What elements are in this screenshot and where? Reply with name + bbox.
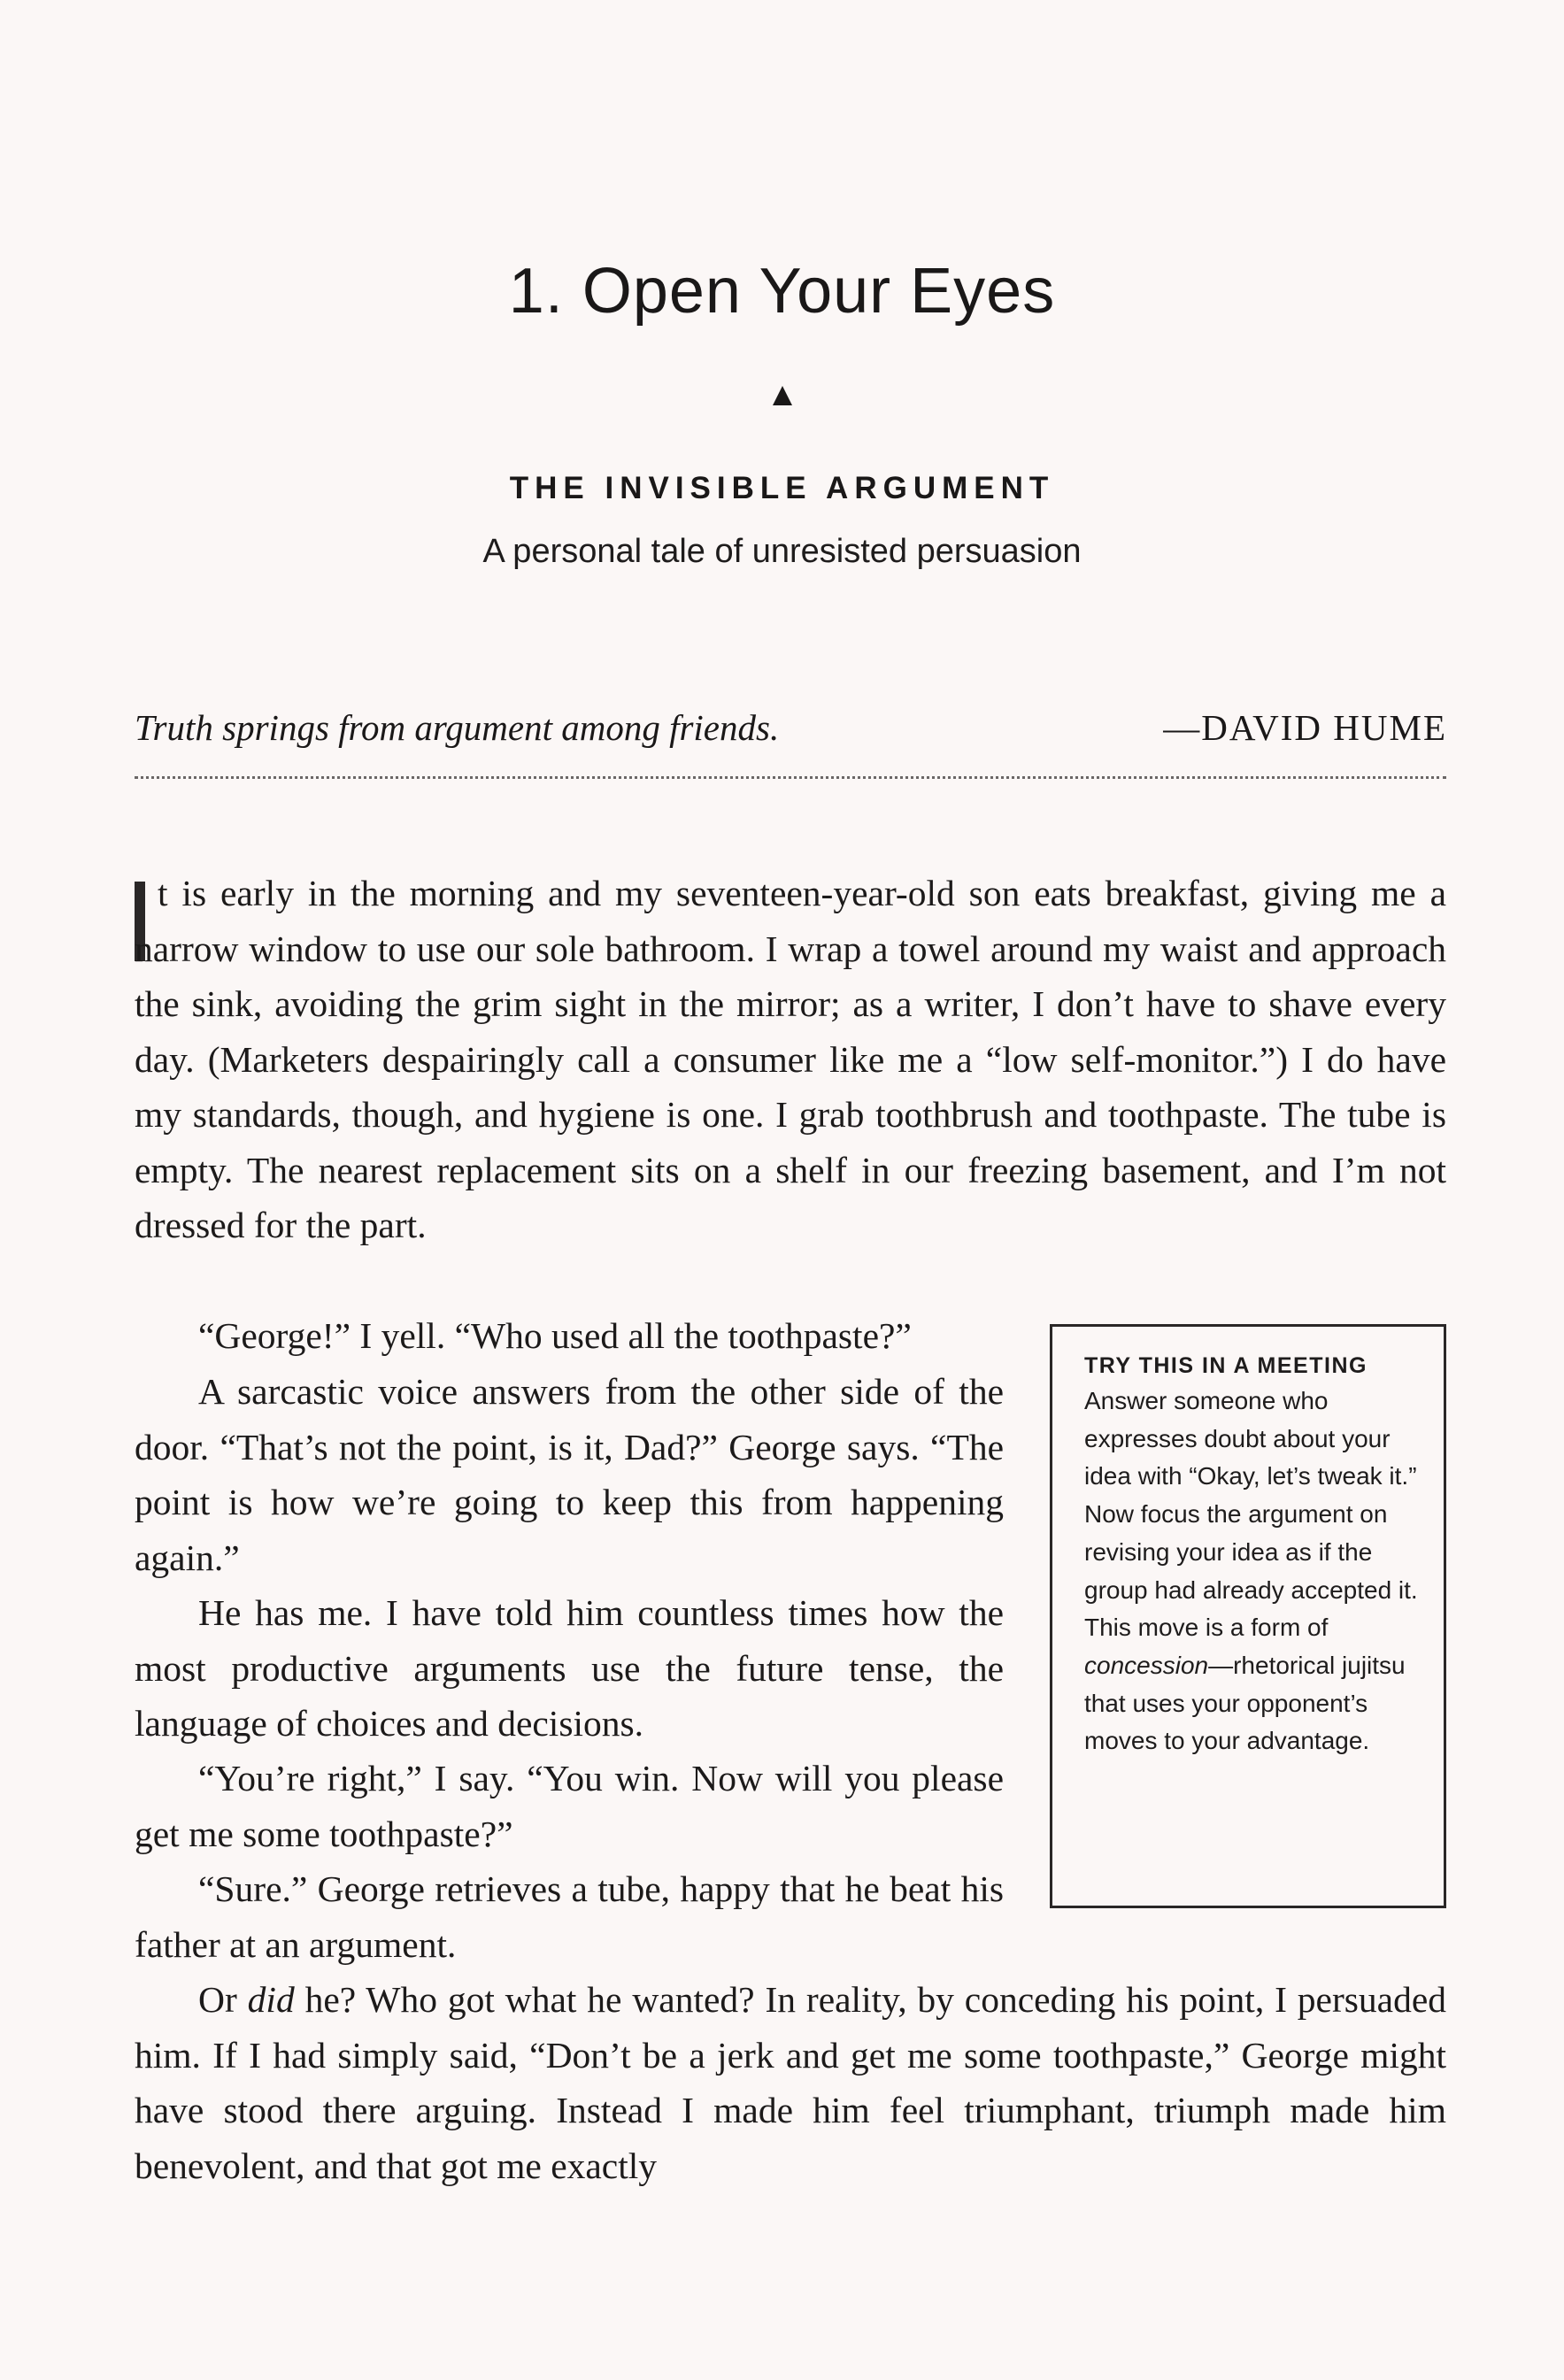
paragraph-1: t is early in the morning and my seventeen-year-old son eats breakfast, giving me a narrow window to use our sole bathroom. I wrap a towel around my waist and approach the sink, avoiding the grim sight in the mirror; as a writer, I don’t have to shave every day. (Marketers despairingly call a consumer like me a “low self-monitor.”) I do have my standards, though, and hygiene is one. I grab toothbrush and toothpaste. The tube is empty. The nearest replacement sits on a shelf in our freezing basement, and I’m not dressed for the part. [135,873,1446,1245]
section-heading: THE INVISIBLE ARGUMENT [509,471,1055,505]
paragraph-3: A sarcastic voice answers from the other side of the door. “That’s not the point, is it, Dad?” George says. “The point is how we’re going to keep this from happening again.” [135,1371,1004,1578]
sidebar-text: Answer someone who expresses doubt about your idea with “Okay, let’s tweak it.” Now focus the argument on revising your idea as if the group had already accepted it. This move is a form of concession—rhetorical jujitsu that uses your opponent’s moves to your advantage. [1084,1387,1418,1755]
epigraph-author: —DAVID HUME [1163,707,1447,748]
section-subtitle: A personal tale of unresisted persuasion [482,533,1082,570]
paragraph-6: “Sure.” George retrieves a tube, happy that he beat his father at an argument. [135,1868,1004,1965]
paragraph-2: “George!” I yell. “Who used all the toothpaste?” [198,1315,912,1356]
paragraph-7: Or did he? Who got what he wanted? In reality, by conceding his point, I persuaded him. If I had simply said, “Don’t be a jerk and get me some toothpaste,” George might have stood there arguing. Instead I made him feel triumphant, triumph made him benevolent, and that got me exactly [135,1979,1446,2186]
sidebar-tip-box [1050,1324,1446,1908]
paragraph-5: “You’re right,” I say. “You win. Now will you please get me some toothpaste?” [135,1758,1004,1854]
sidebar-title: TRY THIS IN A MEETING [1084,1353,1368,1378]
dotted-divider [135,776,1446,779]
triangle-ornament-icon [773,386,792,405]
chapter-title: 1. Open Your Eyes [508,256,1056,327]
paragraph-4: He has me. I have told him countless times how the most productive arguments use the future tense, the language of choices and decisions. [135,1592,1004,1744]
epigraph-quote: Truth springs from argument among friends. [135,707,780,748]
